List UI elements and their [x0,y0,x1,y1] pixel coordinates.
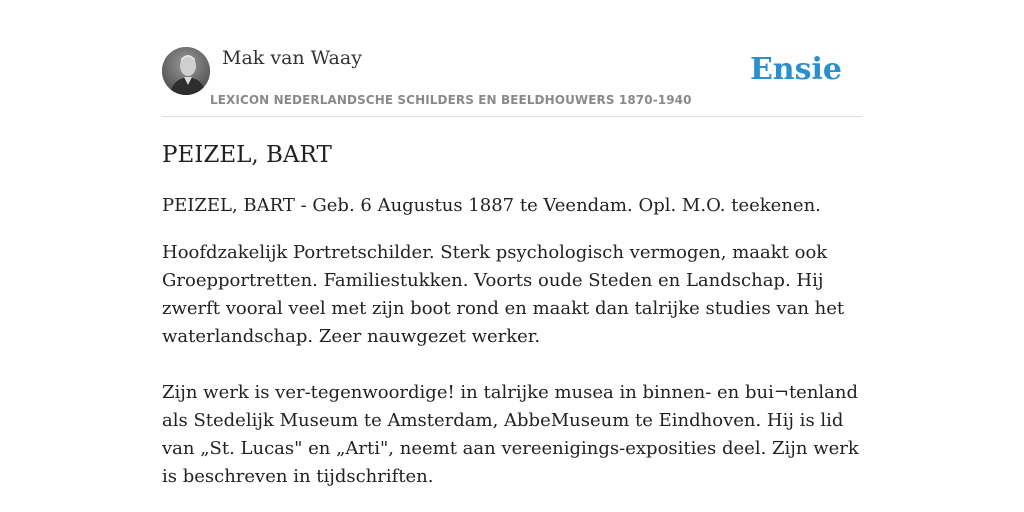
author-name[interactable]: Mak van Waay [222,47,362,69]
article-paragraph-3: Zijn werk is ver-tegenwoordige! in talrijke musea in binnen- en bui¬tenland als Stedelijk Museum te Amsterdam, AbbeMuseum te Eindhoven. Hij is lid van „St. Lucas" en „Arti", neemt aan vereenigings-exposities deel. Zijn werk is beschreven in tijdschriften. [162,382,859,487]
content-column [162,0,862,487]
ensie-logo[interactable]: Ensie [749,52,842,87]
article-paragraph-2: Hoofdzakelijk Portretschilder. Sterk psychologisch vermogen, maakt ook Groepportretten. Familiestukken. Voorts oude Steden en Landschap. Hij zwerft vooral veel met zijn boot rond en maakt dan talrijke studies van het waterlandschap. Zeer nauwgezet werker. [162,242,845,347]
article-paragraph-1: PEIZEL, BART - Geb. 6 Augustus 1887 te Veendam. Opl. M.O. teekenen. [162,195,821,216]
author-portrait-icon [162,47,210,95]
author-avatar[interactable] [162,47,210,95]
article-title: PEIZEL, BART [162,142,332,168]
article-header [162,0,862,117]
source-title[interactable]: LEXICON NEDERLANDSCHE SCHILDERS EN BEELDHOUWERS 1870-1940 [210,93,692,107]
